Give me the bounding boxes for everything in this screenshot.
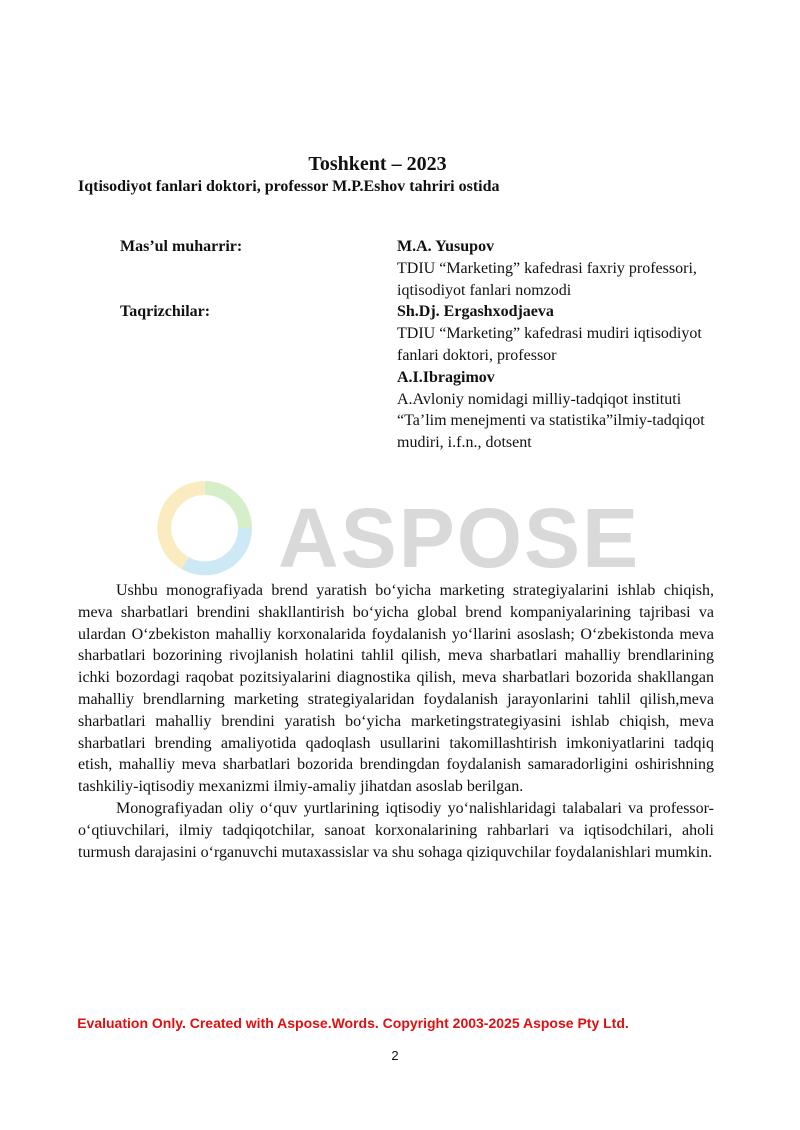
reviewers-info xyxy=(397,301,717,454)
abstract-paragraph-2: Monografiyadan oliy o‘quv yurtlarining iqtisodiy yo‘nalishlaridagi talabalari va professor-o‘qtiuvchilari, ilmiy tadqiqotchilar, sanoat korxonalarining rahbarlari va iqtisodchilari, aholi turmush darajasini o‘rganuvchi mutaxassislar va shu sohaga qiziquvchilar foydalanishlari mumkin. xyxy=(78,799,714,861)
reviewers-row xyxy=(0,301,800,454)
watermark-text: ASPOSE xyxy=(278,491,641,585)
reviewer-description: TDIU “Marketing” kafedrasi mudiri iqtisodiyot fanlari doktori, professor xyxy=(397,325,702,364)
page-number: 2 xyxy=(391,1048,399,1063)
reviewer-description: A.Avloniy nomidagi milliy-tadqiqot instituti “Ta’lim menejmenti va statistika”ilmiy-tadqiqot mudiri, i.f.n., dotsent xyxy=(397,390,705,452)
reviewer-name: A.I.Ibragimov xyxy=(397,368,495,386)
editor-label: Mas’ul muharrir: xyxy=(120,238,243,255)
abstract-paragraph-1: Ushbu monografiyada brend yaratish bo‘yicha marketing strategiyalarini ishlab chiqish, meva sharbatlari brendini shakllantirish bo‘yicha global brend kompaniyalarining tajribasi va ulardan O‘zbekiston mahalliy korxonalarida foydalanish yo‘llarini asoslash; O‘zbekistonda meva sharbatlari bozorining rivojlanish holatini tahlil qilish, meva sharbatlari mahalliy brendlarining ichki bozordagi raqobat pozitsiyalarini diagnostika qilish, meva sharbatlari bozorida shakllangan mahalliy brendlarning marketing strategiyalaridan foydalanish jarayonlarini tahlil qilish,meva sharbatlari mahalliy brendini yaratish bo‘yicha marketingstrategiyasini ishlab chiqish, meva sharbatlari brending amaliyotida qadoqlash usullarini takomillashtirish imkoniyatlarini tadqiq etish, mahalliy meva sharbatlari bozorida brendingdan foydalanish samaradorligini oshirishning tashkiliy-iqtisodiy mexanizmi ilmiy-amaliy jihatdan asoslab berilgan. xyxy=(78,582,714,796)
aspose-logo-icon xyxy=(150,478,260,578)
credits-block xyxy=(0,236,800,454)
editor-line: Iqtisodiyot fanlari doktori, professor M.P.Eshov tahriri ostida xyxy=(78,178,500,195)
reviewer-name: Sh.Dj. Ergashxodjaeva xyxy=(397,303,554,321)
editor-name: M.A. Yusupov xyxy=(397,238,495,255)
editor-info xyxy=(397,236,717,301)
aspose-watermark xyxy=(150,478,650,585)
editor-row xyxy=(0,236,800,301)
editor-description: TDIU “Marketing” kafedrasi faxriy professori, iqtisodiyot fanlari nomzodi xyxy=(397,259,697,299)
evaluation-notice: Evaluation Only. Created with Aspose.Words. Copyright 2003-2025 Aspose Pty Ltd. xyxy=(77,1015,629,1031)
reviewers-label: Taqrizchilar: xyxy=(120,303,211,321)
abstract-text xyxy=(78,580,714,863)
city-year-heading: Toshkent – 2023 xyxy=(308,153,447,175)
